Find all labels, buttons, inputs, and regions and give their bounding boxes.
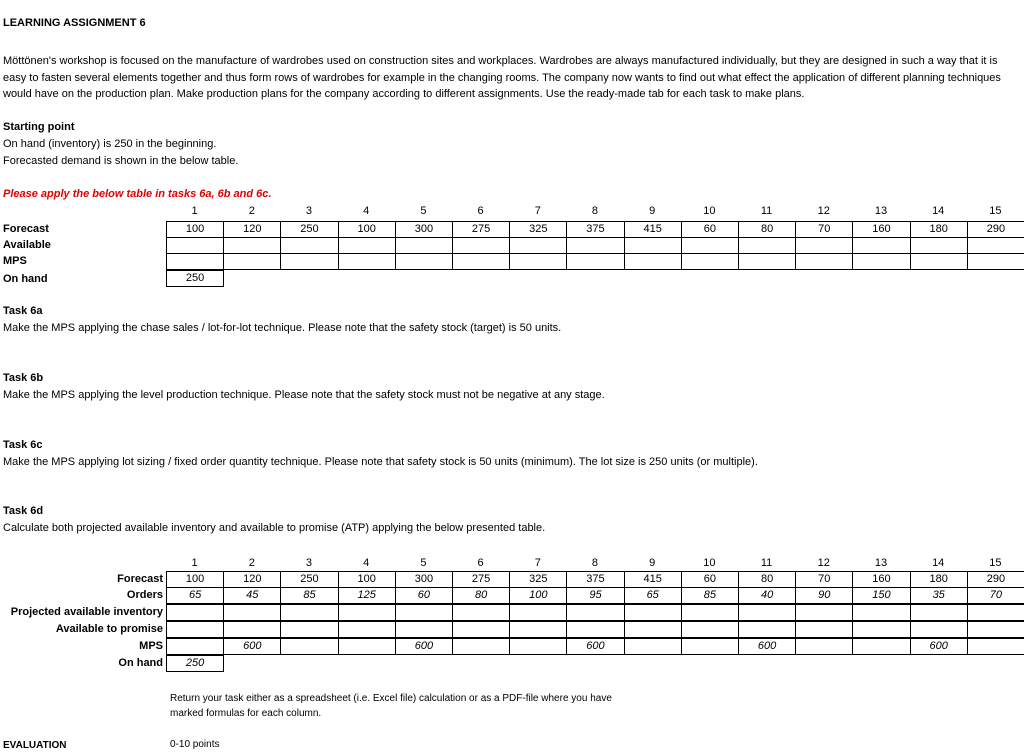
table-cell: 60 <box>395 587 453 604</box>
starting-point-line2: Forecasted demand is shown in the below table. <box>3 155 239 167</box>
task-6b-title: Task 6b <box>3 372 44 384</box>
table-cell: 600 <box>566 638 624 655</box>
table-cell <box>452 604 510 621</box>
period-header: 3 <box>305 205 313 217</box>
table-cell: 65 <box>166 587 224 604</box>
table-cell: 160 <box>852 221 910 238</box>
table-cell: 40 <box>738 587 796 604</box>
table-cell <box>223 604 281 621</box>
table-cell: 60 <box>681 221 739 238</box>
table-cell: 300 <box>395 571 453 588</box>
table-cell: 100 <box>166 571 224 588</box>
period-header: 9 <box>649 557 656 569</box>
table-cell <box>166 604 224 621</box>
table-cell <box>681 638 739 655</box>
table-cell: 150 <box>852 587 910 604</box>
period-header: 2 <box>248 205 255 217</box>
table-cell <box>910 621 968 638</box>
table-cell: 85 <box>280 587 338 604</box>
period-header: 8 <box>591 557 599 569</box>
table-cell <box>624 621 682 638</box>
period-header: 1 <box>191 557 198 569</box>
period-header: 15 <box>989 205 1002 217</box>
table-cell <box>509 604 567 621</box>
table-cell: 100 <box>338 221 396 238</box>
starting-point-line1: On hand (inventory) is 250 in the beginning. <box>3 138 217 150</box>
period-header: 12 <box>817 205 830 217</box>
table-cell: 35 <box>910 587 968 604</box>
table-cell: 60 <box>681 571 739 588</box>
task-6d-title: Task 6d <box>3 505 44 517</box>
table-cell <box>509 638 567 655</box>
table-note: Please apply the below table in tasks 6a, 6b and 6c. <box>3 188 272 200</box>
table-cell: 250 <box>280 221 338 238</box>
period-header: 3 <box>305 557 313 569</box>
task-6a-title: Task 6a <box>3 305 43 317</box>
task-6a-text: Make the MPS applying the chase sales / lot-for-lot technique. Please note that the safety stock (target) is 50 units. <box>3 322 562 334</box>
table-cell: 325 <box>509 221 567 238</box>
period-header: 1 <box>191 205 198 217</box>
table-cell <box>738 604 796 621</box>
task-6b-text: Make the MPS applying the level production technique. Please note that the safety stock must not be negative at any stage. <box>3 389 605 401</box>
table-cell <box>338 638 396 655</box>
table-cell <box>166 621 224 638</box>
table-cell <box>795 638 853 655</box>
table-cell: 250 <box>280 571 338 588</box>
table-cell: 300 <box>395 221 453 238</box>
table-cell <box>166 638 224 655</box>
period-header: 15 <box>989 557 1002 569</box>
table-cell <box>566 621 624 638</box>
row-label-mps: MPS <box>3 255 27 267</box>
table-cell: 100 <box>338 571 396 588</box>
table-cell: 80 <box>738 221 796 238</box>
table-cell: 90 <box>795 587 853 604</box>
period-header: 7 <box>534 205 541 217</box>
table-cell <box>967 638 1024 655</box>
table-cell: 290 <box>967 571 1024 588</box>
table-cell: 85 <box>681 587 739 604</box>
table-cell <box>223 621 281 638</box>
table-cell: 600 <box>910 638 968 655</box>
period-header: 4 <box>363 205 370 217</box>
return-note-line1: Return your task either as a spreadsheet (i.e. Excel file) calculation or as a PDF-file where you have <box>170 693 612 704</box>
table-cell <box>852 638 910 655</box>
table-cell: 325 <box>509 571 567 588</box>
table-cell: 70 <box>795 221 853 238</box>
table-cell <box>280 621 338 638</box>
table-cell <box>910 604 968 621</box>
table-cell: 180 <box>910 221 968 238</box>
table-cell <box>452 621 510 638</box>
table-cell: 100 <box>509 587 567 604</box>
table-cell <box>967 621 1024 638</box>
table-cell: 80 <box>452 587 510 604</box>
table-cell: 275 <box>452 221 510 238</box>
table-cell: 375 <box>566 571 624 588</box>
table-cell <box>967 604 1024 621</box>
table-cell <box>452 638 510 655</box>
table-cell: 600 <box>738 638 796 655</box>
period-header: 5 <box>420 557 427 569</box>
period-header: 11 <box>760 205 773 217</box>
table-cell <box>338 621 396 638</box>
table-cell: 65 <box>624 587 682 604</box>
period-header: 13 <box>874 205 888 217</box>
table-cell: 160 <box>852 571 910 588</box>
evaluation-points: 0-10 points <box>170 739 220 750</box>
period-header: 12 <box>817 557 830 569</box>
table-cell: 45 <box>223 587 281 604</box>
period-header: 13 <box>874 557 888 569</box>
evaluation-label: EVALUATION <box>3 740 67 751</box>
table-cell <box>338 604 396 621</box>
table-cell <box>566 604 624 621</box>
on-hand-cell: 250 <box>166 655 224 672</box>
table-cell <box>280 638 338 655</box>
row-label-on-hand: On hand <box>3 273 48 285</box>
assignment-heading: LEARNING ASSIGNMENT 6 <box>3 17 146 29</box>
table-cell: 120 <box>223 571 281 588</box>
starting-point-title: Starting point <box>3 121 75 133</box>
table-cell <box>509 621 567 638</box>
table-cell: 70 <box>795 571 853 588</box>
period-header: 8 <box>591 205 599 217</box>
table-cell <box>395 604 453 621</box>
period-header: 6 <box>477 205 484 217</box>
period-header: 4 <box>363 557 370 569</box>
row-label-on-hand: On hand <box>118 657 163 669</box>
table-cell: 180 <box>910 571 968 588</box>
table-cell: 125 <box>338 587 396 604</box>
period-header: 14 <box>932 205 945 217</box>
table-cell: 600 <box>223 638 281 655</box>
table-cell: 100 <box>166 221 224 238</box>
table-cell: 80 <box>738 571 796 588</box>
table-cell <box>681 604 739 621</box>
table-cell: 375 <box>566 221 624 238</box>
period-header: 10 <box>703 205 716 217</box>
period-header: 5 <box>420 205 427 217</box>
table-cell <box>280 604 338 621</box>
period-header: 7 <box>534 557 541 569</box>
table-cell <box>738 621 796 638</box>
table-cell <box>624 604 682 621</box>
table-cell: 70 <box>967 587 1024 604</box>
table-cell: 600 <box>395 638 453 655</box>
row-label-mps: MPS <box>139 640 163 652</box>
table-cell <box>795 621 853 638</box>
table-cell: 415 <box>624 571 682 588</box>
table-cell <box>852 621 910 638</box>
period-header: 9 <box>649 205 656 217</box>
table-cell <box>395 621 453 638</box>
period-header: 6 <box>477 557 484 569</box>
period-header: 10 <box>703 557 716 569</box>
row-label-pai: Projected available inventory <box>10 606 163 618</box>
task-6c-title: Task 6c <box>3 439 43 451</box>
table-cell <box>681 621 739 638</box>
row-label-forecast: Forecast <box>117 573 163 585</box>
period-header: 2 <box>248 557 255 569</box>
intro-paragraph: Möttönen's workshop is focused on the manufacture of wardrobes used on construction sites and workplaces. Wardrobes are always manufactured individually, but they are designed in such a way that it is easy to fasten several elements together and thus form rows of wardrobes for example in the changing rooms. The company now wants to find out what effect the application of different planning techniques would have on the production plan. Make production plans for the company according to different assignments. Use the ready-made tab for each task to make plans. <box>3 55 1001 101</box>
row-label-available: Available <box>3 239 51 251</box>
task-6c-text: Make the MPS applying lot sizing / fixed order quantity technique. Please note that safety stock is 50 units (minimum). The lot size is 250 units (or multiple). <box>3 456 758 468</box>
table-cell: 415 <box>624 221 682 238</box>
table-cell: 275 <box>452 571 510 588</box>
table-cell: 290 <box>967 221 1024 238</box>
return-note-line2: marked formulas for each column. <box>170 708 322 719</box>
task-6d-text: Calculate both projected available inventory and available to promise (ATP) applying the below presented table. <box>3 522 546 534</box>
row-label-forecast: Forecast <box>3 223 49 235</box>
on-hand-cell: 250 <box>166 270 224 287</box>
table-cell <box>852 604 910 621</box>
row-label-orders: Orders <box>126 589 163 601</box>
table-cell <box>624 638 682 655</box>
table-cell <box>795 604 853 621</box>
row-label-atp: Available to promise <box>55 623 163 635</box>
table-cell: 120 <box>223 221 281 238</box>
period-header: 14 <box>932 557 945 569</box>
table-cell: 95 <box>566 587 624 604</box>
period-header: 11 <box>760 557 773 569</box>
